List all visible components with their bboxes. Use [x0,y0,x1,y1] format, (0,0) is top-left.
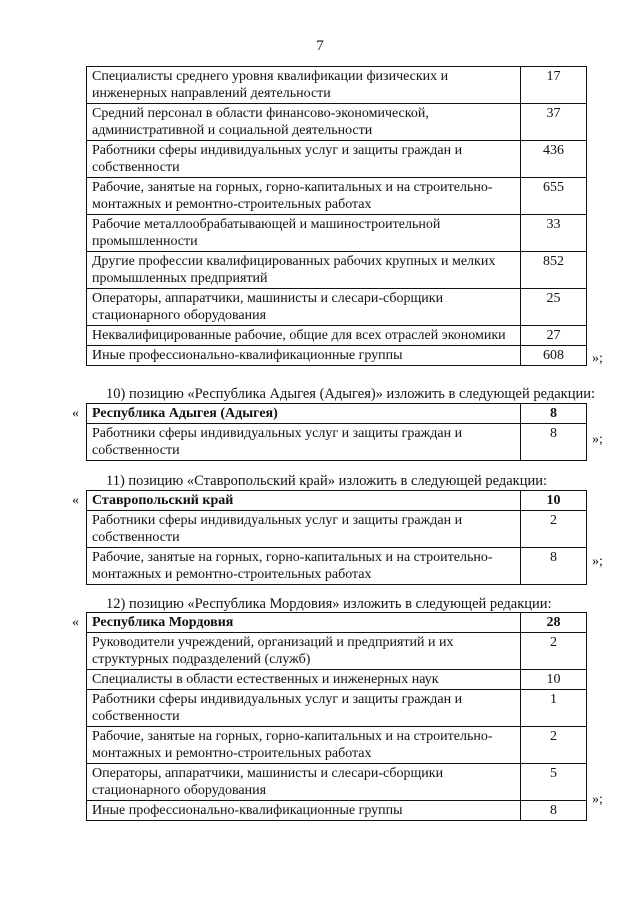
amendment-paragraph-11: 11) позицию «Ставропольский край» изложить в следующей редакции: [106,473,548,489]
table-row [87,289,587,326]
table-row [87,727,587,764]
row-value: 25 [521,289,587,326]
row-name: Другие профессии квалифицированных рабочих крупных и мелких промышленных предприятий [87,252,521,289]
row-name: Работники сферы индивидуальных услуг и защиты граждан и собственности [87,511,521,548]
opening-quote: « [72,615,79,630]
row-value: 17 [521,67,587,104]
row-name: Операторы, аппаратчики, машинисты и слесари-сборщики стационарного оборудования [87,764,521,801]
table-row [87,511,587,548]
table-row [87,141,587,178]
row-value: 33 [521,215,587,252]
region-header-row [87,613,587,633]
row-name: Средний персонал в области финансово-экономической, административной и социальной деятельности [87,104,521,141]
closing-quote: »; [592,432,603,447]
region-name: Ставропольский край [87,491,521,511]
region-name: Республика Мордовия [87,613,521,633]
table-row [87,690,587,727]
table-row [87,764,587,801]
table-row [87,67,587,104]
row-value: 2 [521,633,587,670]
row-name: Операторы, аппаратчики, машинисты и слесари-сборщики стационарного оборудования [87,289,521,326]
table-row [87,670,587,690]
row-value: 1 [521,690,587,727]
opening-quote: « [72,493,79,508]
row-value: 436 [521,141,587,178]
row-name: Рабочие металлообрабатывающей и машиностроительной промышленности [87,215,521,252]
adygea-table [86,403,587,461]
row-name: Работники сферы индивидуальных услуг и защиты граждан и собственности [87,690,521,727]
row-name: Рабочие, занятые на горных, горно-капитальных и на строительно-монтажных и ремонтно-строительных работах [87,178,521,215]
row-name: Специалисты среднего уровня квалификации физических и инженерных направлений деятельности [87,67,521,104]
table-row [87,178,587,215]
row-name: Работники сферы индивидуальных услуг и защиты граждан и собственности [87,424,521,461]
table-row [87,548,587,585]
row-name: Специалисты в области естественных и инженерных наук [87,670,521,690]
row-name: Руководители учреждений, организаций и предприятий и их структурных подразделений (служб) [87,633,521,670]
table-row [87,801,587,821]
amendment-paragraph-12: 12) позицию «Республика Мордовия» изложить в следующей редакции: [106,596,552,612]
closing-quote: »; [592,351,603,366]
row-name: Неквалифицированные рабочие, общие для всех отраслей экономики [87,326,521,346]
closing-quote: »; [592,792,603,807]
row-value: 37 [521,104,587,141]
amendment-paragraph-10: 10) позицию «Республика Адыгея (Адыгея)» изложить в следующей редакции: [106,386,596,402]
row-name: Работники сферы индивидуальных услуг и защиты граждан и собственности [87,141,521,178]
region-total: 10 [521,491,587,511]
row-value: 2 [521,511,587,548]
table-row [87,346,587,366]
table-row [87,104,587,141]
occupation-table-continued [86,66,587,366]
region-header-row [87,491,587,511]
stavropol-table [86,490,587,585]
opening-quote: « [72,406,79,421]
row-value: 655 [521,178,587,215]
row-value: 8 [521,801,587,821]
table-row [87,633,587,670]
closing-quote: »; [592,554,603,569]
mordovia-table [86,612,587,821]
row-value: 8 [521,548,587,585]
row-value: 27 [521,326,587,346]
row-name: Рабочие, занятые на горных, горно-капитальных и на строительно-монтажных и ремонтно-строительных работах [87,548,521,585]
table-row [87,215,587,252]
row-value: 2 [521,727,587,764]
row-value: 5 [521,764,587,801]
row-name: Иные профессионально-квалификационные группы [87,346,521,366]
region-header-row [87,404,587,424]
row-name: Рабочие, занятые на горных, горно-капитальных и на строительно-монтажных и ремонтно-строительных работах [87,727,521,764]
row-value: 852 [521,252,587,289]
region-total: 28 [521,613,587,633]
row-name: Иные профессионально-квалификационные группы [87,801,521,821]
row-value: 608 [521,346,587,366]
row-value: 10 [521,670,587,690]
page-number: 7 [316,38,324,54]
table-row [87,326,587,346]
table-row [87,252,587,289]
row-value: 8 [521,424,587,461]
region-name: Республика Адыгея (Адыгея) [87,404,521,424]
region-total: 8 [521,404,587,424]
table-row [87,424,587,461]
